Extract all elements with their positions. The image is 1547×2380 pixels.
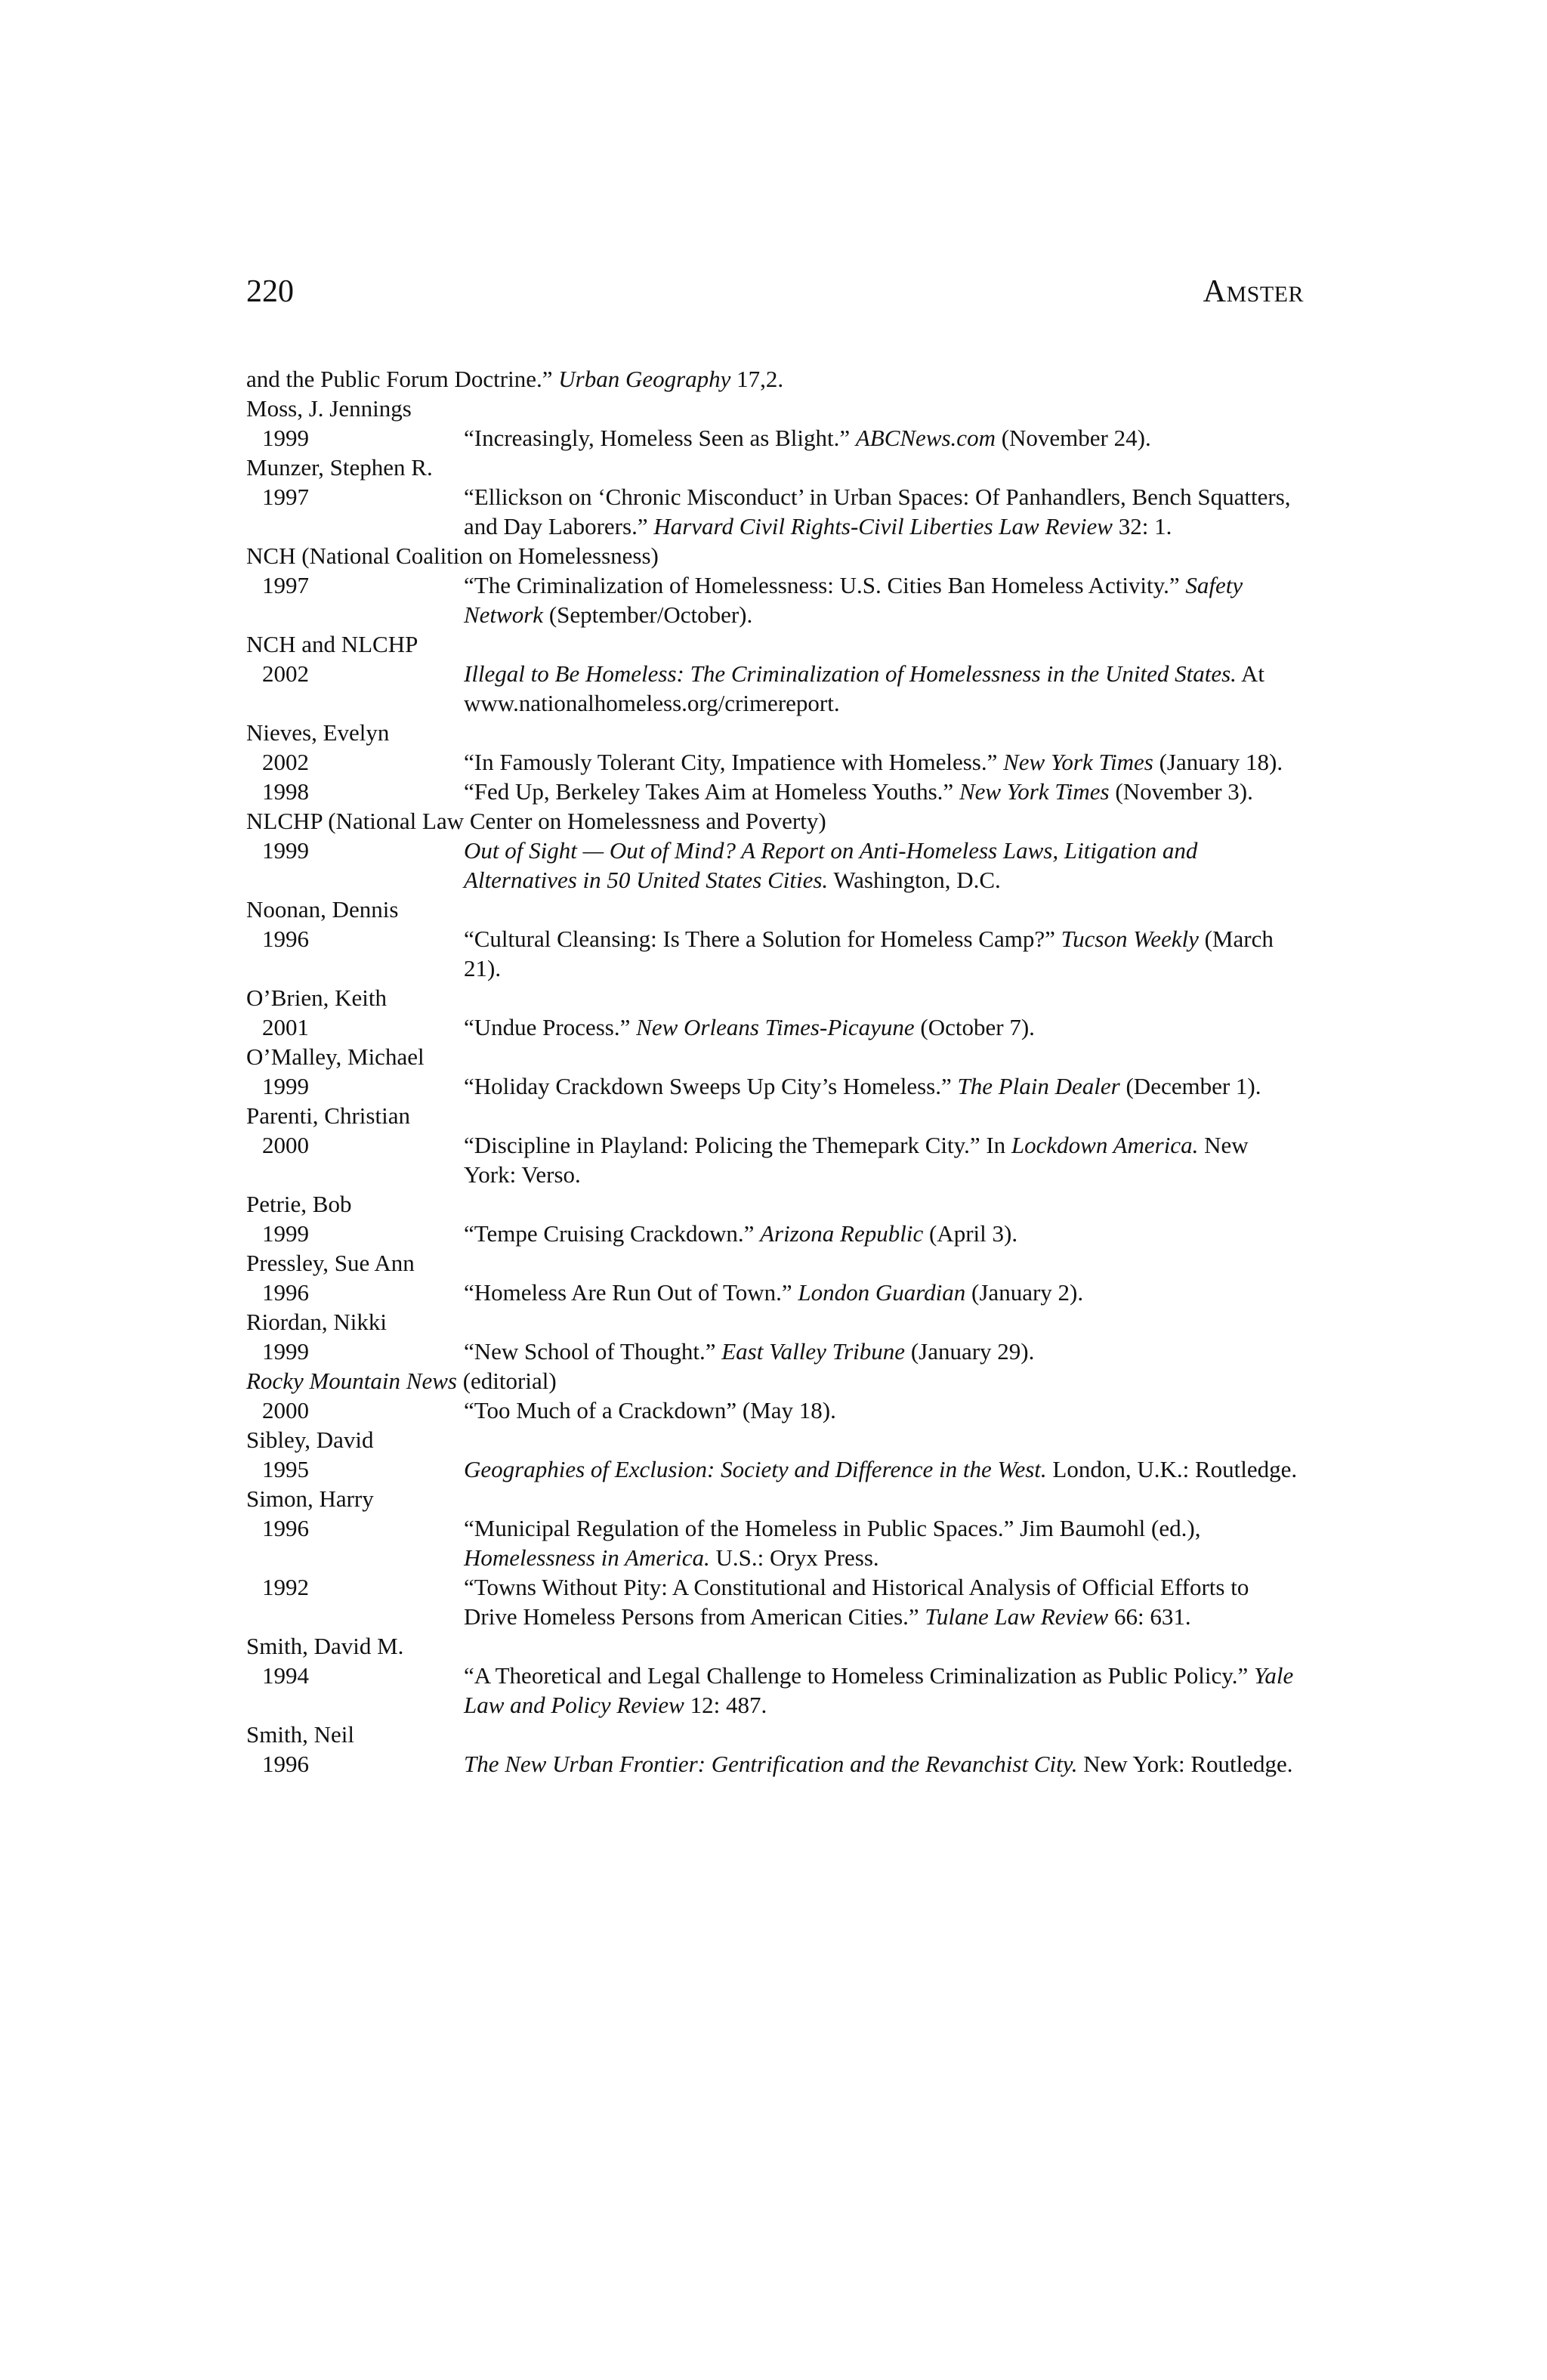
citation-segment: Riordan, Nikki	[246, 1309, 387, 1335]
running-title-rest: MSTER	[1226, 282, 1304, 307]
citation-text	[464, 423, 1304, 453]
citation-segment: “Municipal Regulation of the Homeless in Public Spaces.” Jim Baumohl (ed.),	[464, 1515, 1201, 1541]
citation-text	[464, 1130, 1304, 1189]
italic-title: Rocky Mountain News	[246, 1368, 457, 1394]
reference-author	[246, 1189, 1304, 1219]
citation-segment: NCH (National Coalition on Homelessness)	[246, 542, 659, 569]
citation-segment: NLCHP (National Law Center on Homelessness and Poverty)	[246, 808, 826, 834]
author-name	[246, 1720, 1304, 1749]
citation-segment: Pressley, Sue Ann	[246, 1250, 415, 1276]
citation-segment: NCH and NLCHP	[246, 631, 418, 657]
reference-year: 1997	[262, 484, 309, 510]
citation-text	[464, 836, 1304, 895]
citation-text	[464, 924, 1304, 983]
reference-entry	[246, 1071, 1304, 1101]
author-name	[246, 1366, 1304, 1396]
citation-segment: 66: 631.	[1108, 1603, 1191, 1630]
italic-title: Safety Network	[464, 572, 1243, 628]
reference-entry	[246, 1513, 1304, 1572]
reference-author	[246, 806, 1304, 836]
citation-text	[464, 747, 1304, 777]
author-name	[246, 806, 1304, 836]
citation-segment: 12: 487.	[684, 1692, 767, 1718]
reference-author	[246, 1307, 1304, 1337]
reference-author	[246, 394, 1304, 423]
citation-segment: (editorial)	[456, 1368, 557, 1394]
reference-year: 1995	[262, 1456, 309, 1482]
reference-list	[246, 364, 1304, 1779]
citation-segment: “Too Much of a Crackdown” (May 18).	[464, 1397, 836, 1423]
citation-text	[464, 1396, 1304, 1425]
reference-entry	[246, 777, 1304, 806]
author-name	[246, 1042, 1304, 1071]
reference-entry	[246, 1219, 1304, 1248]
citation-text	[464, 1219, 1304, 1248]
citation-text	[464, 1572, 1304, 1631]
citation-segment: “Cultural Cleansing: Is There a Solution for Homeless Camp?”	[464, 926, 1061, 952]
reference-year: 1996	[262, 926, 309, 952]
reference-entry	[246, 1012, 1304, 1042]
citation-segment: O’Brien, Keith	[246, 984, 387, 1011]
author-name	[246, 1631, 1304, 1661]
author-name	[246, 541, 1304, 570]
reference-entry	[246, 570, 1304, 629]
reference-year: 1992	[262, 1574, 309, 1600]
reference-entry	[246, 482, 1304, 541]
running-head	[246, 274, 1304, 311]
author-name	[246, 453, 1304, 482]
citation-segment: Noonan, Dennis	[246, 896, 399, 923]
italic-title: Geographies of Exclusion: Society and Difference in the West.	[464, 1456, 1047, 1482]
reference-author	[246, 1042, 1304, 1071]
running-title	[1203, 274, 1304, 310]
reference-author	[246, 1101, 1304, 1130]
citation-segment: “Discipline in Playland: Policing the Themepark City.” In	[464, 1132, 1011, 1158]
reference-author	[246, 718, 1304, 747]
reference-year: 1999	[262, 1338, 309, 1365]
reference-entry	[246, 836, 1304, 895]
reference-author	[246, 1720, 1304, 1749]
reference-year: 2001	[262, 1014, 309, 1040]
italic-title: East Valley Tribune	[721, 1338, 906, 1365]
reference-entry	[246, 1661, 1304, 1720]
reference-year: 2000	[262, 1397, 309, 1423]
citation-text	[464, 1337, 1304, 1366]
reference-entry	[246, 747, 1304, 777]
reference-author	[246, 1366, 1304, 1396]
italic-title: ABCNews.com	[855, 425, 996, 451]
reference-year: 2002	[262, 749, 309, 775]
reference-author	[246, 453, 1304, 482]
citation-segment: “New School of Thought.”	[464, 1338, 722, 1365]
citation-segment: and the Public Forum Doctrine.”	[246, 366, 559, 392]
italic-title: Homelessness in America.	[464, 1544, 710, 1571]
reference-author	[246, 1631, 1304, 1661]
citation-segment: Smith, David M.	[246, 1633, 404, 1659]
citation-text	[464, 1278, 1304, 1307]
citation-segment: Parenti, Christian	[246, 1102, 410, 1129]
author-name	[246, 394, 1304, 423]
citation-segment: Petrie, Bob	[246, 1191, 352, 1217]
citation-segment: Nieves, Evelyn	[246, 719, 390, 746]
italic-title: Out of Sight — Out of Mind? A Report on Anti-Homeless Laws, Litigation and Alternatives in 50 United States Cities.	[464, 837, 1198, 893]
reference-year: 1999	[262, 1220, 309, 1247]
citation-segment: Smith, Neil	[246, 1721, 354, 1748]
citation-segment: (January 29).	[905, 1338, 1035, 1365]
reference-year: 2000	[262, 1132, 309, 1158]
author-name	[246, 718, 1304, 747]
citation-segment: “Increasingly, Homeless Seen as Blight.”	[464, 425, 856, 451]
reference-year: 1999	[262, 837, 309, 864]
reference-year: 1996	[262, 1515, 309, 1541]
reference-year: 2002	[262, 660, 309, 687]
citation-segment: Sibley, David	[246, 1426, 374, 1453]
citation-segment: (April 3).	[923, 1220, 1018, 1247]
citation-text	[464, 1661, 1304, 1720]
reference-entry	[246, 659, 1304, 718]
italic-title: Arizona Republic	[760, 1220, 924, 1247]
italic-title: Tulane Law Review	[925, 1603, 1109, 1630]
citation-segment: “The Criminalization of Homelessness: U.S. Cities Ban Homeless Activity.”	[464, 572, 1186, 598]
citation-text	[464, 570, 1304, 629]
reference-author	[246, 1248, 1304, 1278]
reference-author	[246, 1425, 1304, 1454]
citation-segment: At www.nationalhomeless.org/crimereport.	[464, 660, 1264, 716]
citation-segment: “In Famously Tolerant City, Impatience with Homeless.”	[464, 749, 1004, 775]
citation-segment: 32: 1.	[1112, 513, 1172, 539]
reference-entry	[246, 1130, 1304, 1189]
citation-segment: (October 7).	[914, 1014, 1035, 1040]
reference-entry	[246, 1454, 1304, 1484]
italic-title: New Orleans Times-Picayune	[636, 1014, 915, 1040]
italic-title: London Guardian	[798, 1279, 966, 1306]
citation-text	[464, 777, 1304, 806]
citation-segment: “Towns Without Pity: A Constitutional and Historical Analysis of Official Efforts to Drive Homeless Persons from American Cities.”	[464, 1574, 1249, 1630]
citation-segment: “Fed Up, Berkeley Takes Aim at Homeless Youths.”	[464, 778, 959, 805]
reference-year: 1999	[262, 1073, 309, 1099]
author-name	[246, 1189, 1304, 1219]
running-title-initial: A	[1203, 274, 1227, 309]
author-name	[246, 1101, 1304, 1130]
citation-segment: “Undue Process.”	[464, 1014, 637, 1040]
citation-text	[464, 1454, 1304, 1484]
reference-entry	[246, 1337, 1304, 1366]
reference-entry	[246, 423, 1304, 453]
citation-text	[246, 364, 1304, 394]
citation-text	[464, 1071, 1304, 1101]
reference-author	[246, 1484, 1304, 1513]
citation-segment: (November 3).	[1109, 778, 1253, 805]
citation-segment: “A Theoretical and Legal Challenge to Homeless Criminalization as Public Policy.”	[464, 1662, 1254, 1689]
citation-segment: O’Malley, Michael	[246, 1043, 425, 1070]
citation-segment: Simon, Harry	[246, 1485, 374, 1512]
italic-title: Tucson Weekly	[1061, 926, 1199, 952]
reference-entry	[246, 1749, 1304, 1779]
italic-title: New York Times	[1003, 749, 1153, 775]
reference-entry	[246, 924, 1304, 983]
author-name	[246, 629, 1304, 659]
citation-segment: (March 21).	[464, 926, 1274, 981]
reference-author	[246, 983, 1304, 1012]
reference-year: 1996	[262, 1279, 309, 1306]
reference-entry	[246, 1572, 1304, 1631]
citation-segment: Moss, J. Jennings	[246, 395, 412, 422]
italic-title: The New Urban Frontier: Gentrification and the Revanchist City.	[464, 1751, 1078, 1777]
citation-segment: (January 18).	[1153, 749, 1283, 775]
italic-title: Yale Law and Policy Review	[464, 1662, 1294, 1718]
citation-segment: (September/October).	[543, 601, 753, 628]
italic-title: The Plain Dealer	[957, 1073, 1120, 1099]
italic-title: Harvard Civil Rights-Civil Liberties Law Review	[653, 513, 1113, 539]
reference-entry	[246, 1396, 1304, 1425]
citation-text	[464, 482, 1304, 541]
reference-author	[246, 629, 1304, 659]
citation-text	[464, 1012, 1304, 1042]
citation-text	[464, 1513, 1304, 1572]
citation-text	[464, 659, 1304, 718]
author-name	[246, 1425, 1304, 1454]
citation-segment: Washington, D.C.	[828, 867, 1001, 893]
citation-segment: (November 24).	[995, 425, 1151, 451]
italic-title: Lockdown America.	[1011, 1132, 1199, 1158]
citation-segment: (December 1).	[1119, 1073, 1261, 1099]
citation-segment: U.S.: Oryx Press.	[709, 1544, 879, 1571]
citation-segment: Munzer, Stephen R.	[246, 454, 433, 481]
citation-segment: New York: Verso.	[464, 1132, 1249, 1188]
author-name	[246, 1307, 1304, 1337]
reference-entry	[246, 1278, 1304, 1307]
citation-text	[464, 1749, 1304, 1779]
italic-title: Illegal to Be Homeless: The Criminalization of Homelessness in the United States.	[464, 660, 1237, 687]
author-name	[246, 983, 1304, 1012]
citation-segment: London, U.K.: Routledge.	[1046, 1456, 1298, 1482]
citation-segment: “Homeless Are Run Out of Town.”	[464, 1279, 798, 1306]
citation-segment: “Ellickson on ‘Chronic Misconduct’ in Urban Spaces: Of Panhandlers, Bench Squatters, and Day Laborers.”	[464, 484, 1291, 539]
author-name	[246, 1484, 1304, 1513]
reference-year: 1996	[262, 1751, 309, 1777]
author-name	[246, 1248, 1304, 1278]
citation-segment: New York: Routledge.	[1077, 1751, 1293, 1777]
reference-author	[246, 541, 1304, 570]
reference-author	[246, 895, 1304, 924]
author-name	[246, 895, 1304, 924]
citation-segment: “Tempe Cruising Crackdown.”	[464, 1220, 761, 1247]
italic-title: Urban Geography	[558, 366, 731, 392]
reference-year: 1998	[262, 778, 309, 805]
citation-segment: “Holiday Crackdown Sweeps Up City’s Homeless.”	[464, 1073, 958, 1099]
reference-year: 1994	[262, 1662, 309, 1689]
citation-segment: 17,2.	[730, 366, 784, 392]
reference-continuation	[246, 364, 1304, 394]
citation-segment: (January 2).	[965, 1279, 1084, 1306]
page-number: 220	[246, 274, 294, 309]
reference-year: 1999	[262, 425, 309, 451]
italic-title: New York Times	[959, 778, 1110, 805]
reference-year: 1997	[262, 572, 309, 598]
